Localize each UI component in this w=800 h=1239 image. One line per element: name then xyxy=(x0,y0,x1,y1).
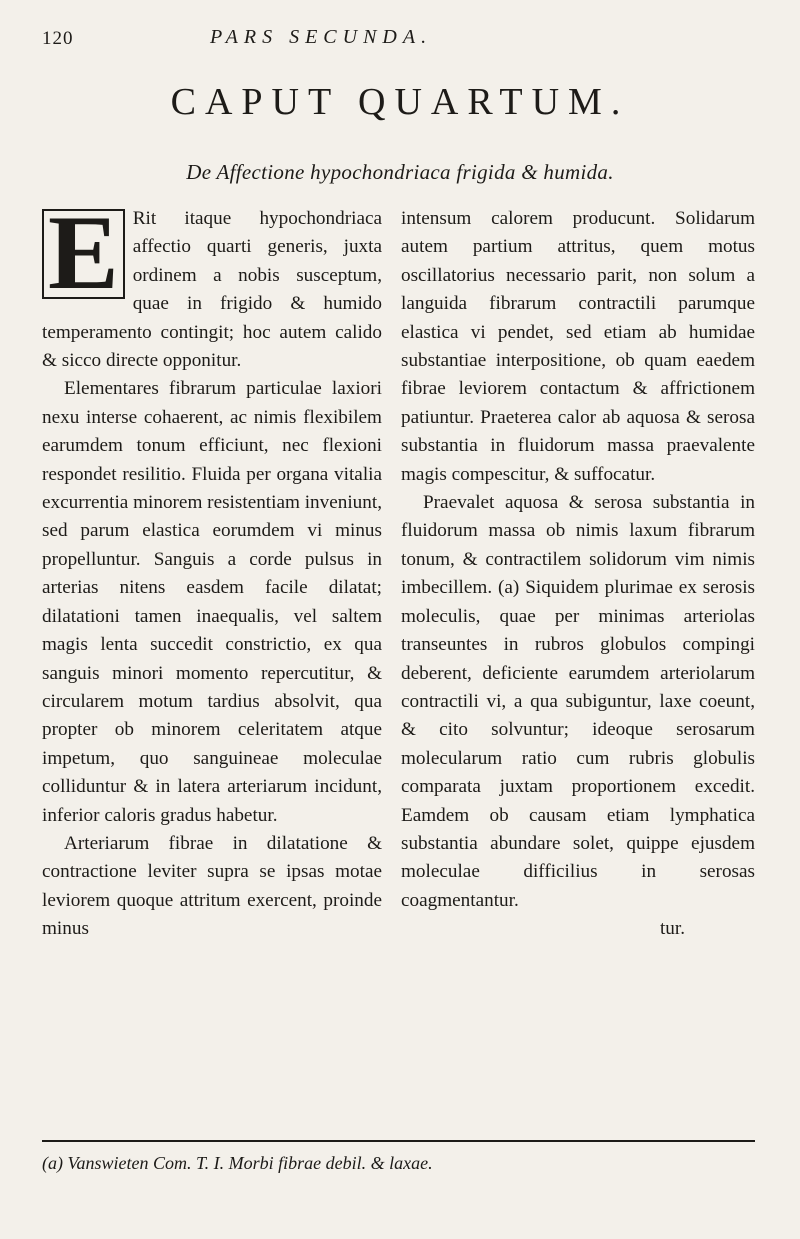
paragraph-opening xyxy=(42,194,382,375)
right-column xyxy=(401,205,755,944)
left-column xyxy=(42,194,382,944)
chapter-subtitle: De Affectione hypochondriaca frigida & humida. xyxy=(186,160,614,184)
footnote: (a) Vanswieten Com. T. I. Morbi fibrae debil. & laxae. xyxy=(42,1153,433,1173)
paragraph-opening-text: Rit itaque hypochondriaca affectio quarti generis, juxta ordinem a nobis susceptum, quae in frigido & humido temperamento contingit; hoc autem calido & sicco directe opponitur. xyxy=(42,208,382,372)
paragraph-praevalet: Praevalet aquosa & serosa substantia in fluidorum massa ob nimis laxum fibrarum tonum, & contractilem solidorum vim nimis imbecillem. (a) Siquidem plurimae ex serosis moleculis, quae per minimas arteriolas transeuntes in rubros globulos compingi deberent, deficiente earumdem arteriolarum contractili vi, a qua subiguntur, laxe coeunt, & cito solvuntur; ideoque serosarum molecularum ratio cum rubris globulis comparata juxtam proportionem excedit. Eamdem ob causam etiam lymphatica substantia abundare solet, quippe ejusdem moleculae difficilius in serosas coagmentantur. xyxy=(401,492,755,911)
paragraph-continuation: intensum calorem producunt. Solidarum autem partium attritus, quem motus oscillatorius necessario parit, non solum a languida fibrarum contractili parumque elastica vi pendet, sed etiam ab humidae substantiae interpositione, ob quam eaedem fibrae leviorem contactum & affrictionem patiuntur. Praeterea calor ab aquosa & serosa substantia in fluidorum massa praevalente magis compescitur, & suffocatur. xyxy=(401,208,755,485)
footnote-rule xyxy=(42,1140,755,1142)
drop-cap: E xyxy=(42,209,125,299)
catchword: tur. xyxy=(659,918,685,940)
page-number: 120 xyxy=(42,28,74,49)
paragraph-arteriarum: Arteriarum fibrae in dilatatione & contractione leviter supra se ipsas motae leviorem quoque attritum exercent, proinde minus xyxy=(42,832,382,940)
chapter-title: CAPUT QUARTUM. xyxy=(170,81,630,123)
paragraph-elementares: Elementares fibrarum particulae laxiori nexu interse cohaerent, ac nimis flexibilem earumdem tonum efficiunt, nec flexioni respondet resilitio. Fluida per organa vitalia excurrentia minorem resistentiam inveniunt, sed parum elastica eorumdem vi minus propelluntur. Sanguis a corde pulsus in arterias nitens easdem facile dilatat; dilatationi tamen inaequalis, vel saltem magis lenta succedit constrictio, ex qua sanguis minori momento repercutitur, & circularem motum tardius absolvit, qua propter ob minorem celeritatem atque impetum, quo sanguineae moleculae colliduntur & in latera arteriarum incidunt, inferior caloris gradus habetur. xyxy=(42,378,382,826)
running-head: PARS SECUNDA. xyxy=(210,26,433,48)
